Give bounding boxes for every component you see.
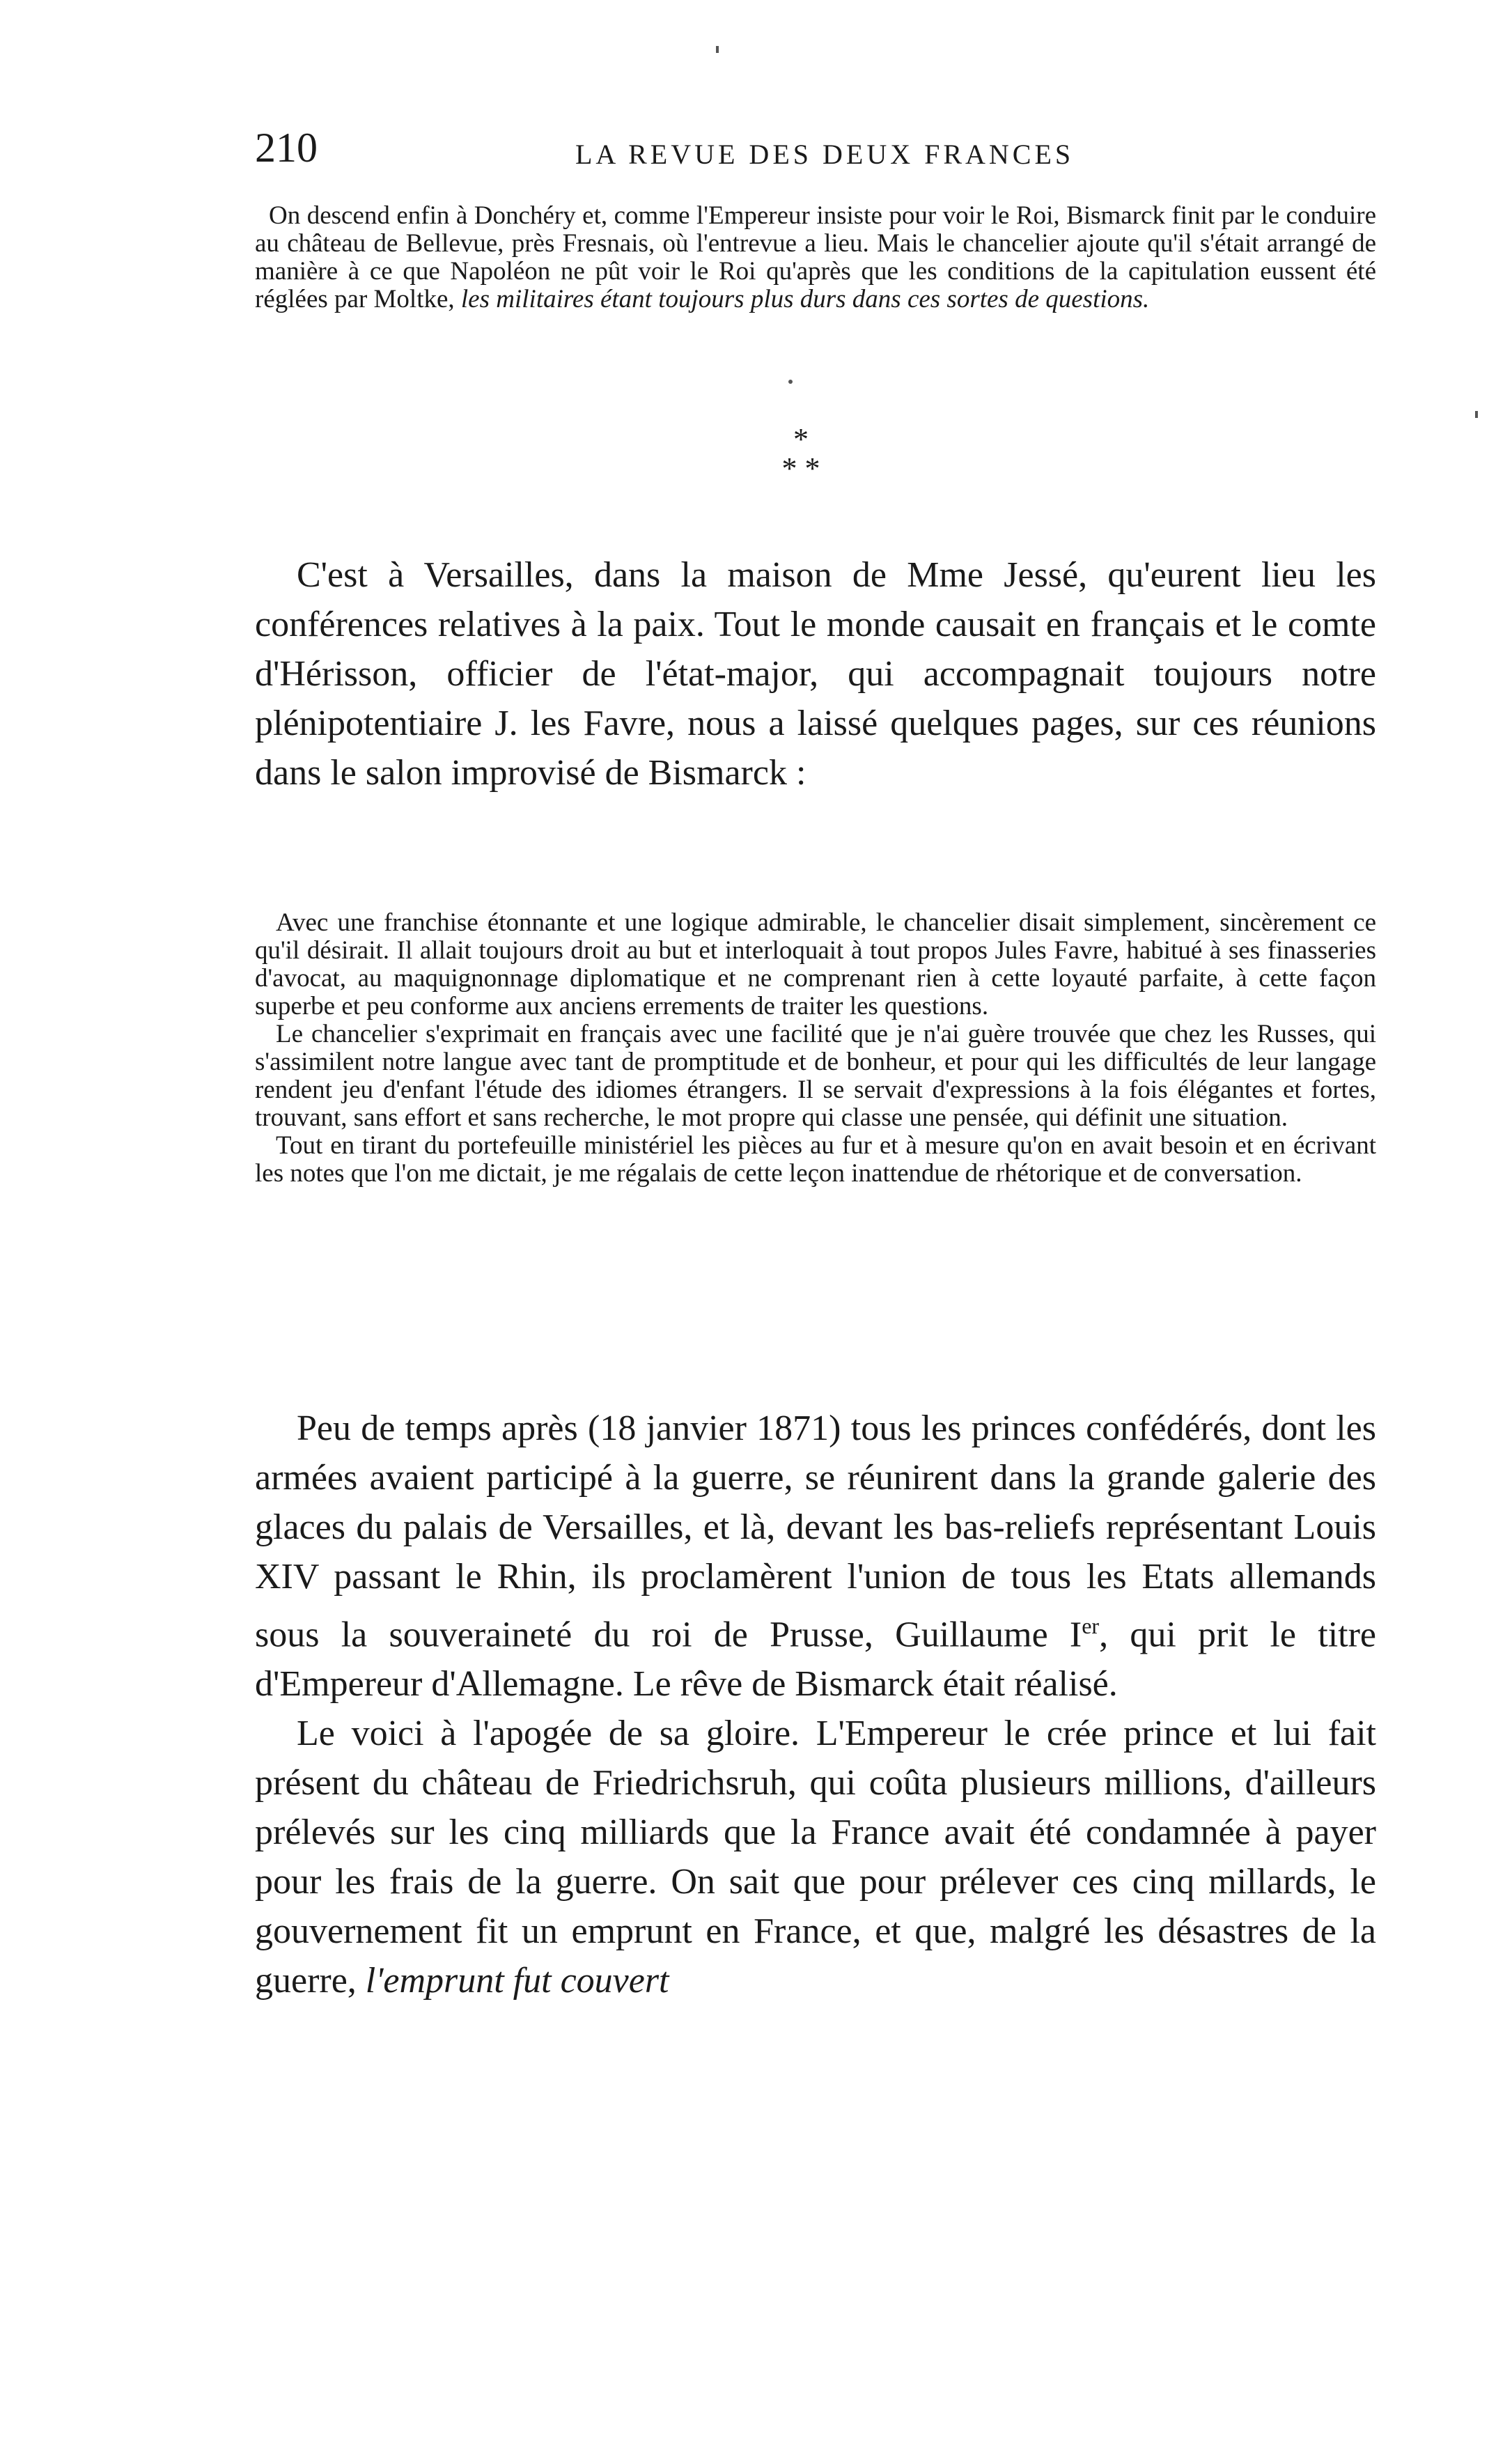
opening-text: On descend enfin à Donchéry et, comme l'Empereur insiste pour voir le Roi, Bismarck finit par le conduire au château de Bellevue, près Fresnais, où l'entrevue a lieu. Mais le chancelier ajoute qu'il s'était arrangé de manière à ce que Napoléon ne pût voir le Roi qu'après que les conditions de la capitulation eussent été réglées par Moltke,: [255, 201, 1376, 313]
ordinal-superscript: er: [1082, 1613, 1100, 1638]
separator-top-star: *: [793, 422, 809, 456]
separator-bottom-stars: * *: [781, 451, 820, 486]
apogee-paragraph: [255, 1709, 1376, 2005]
section-separator: [766, 422, 836, 486]
page-header: [255, 124, 1376, 180]
quote-paragraph-3: Tout en tirant du portefeuille ministériel les pièces au fur et à mesure qu'on en avait besoin et en écrivant les notes que l'on me dictait, je me régalais de cette leçon inattendue de rhétorique et de conversation.: [255, 1131, 1376, 1188]
page-number: 210: [255, 125, 318, 171]
versailles-paragraph: [255, 550, 1376, 798]
opening-paragraph: [255, 202, 1376, 313]
proclamation-text-a: Peu de temps après (18 janvier 1871) tous les princes confédérés, dont les armées avaient participé à la guerre, se réunirent dans la grande galerie des glaces du palais de Versailles, et là, devant les bas-reliefs représentant Louis XIV passant le Rhin, ils proclamèrent l'union de tous les Etats allemands sous la souveraineté du roi de Prusse, Guillaume I: [255, 1408, 1376, 1655]
apogee-italic: l'emprunt fut couvert: [365, 1961, 669, 2001]
versailles-text: C'est à Versailles, dans la maison de Mme Jessé, qu'eurent lieu les conférences relatives à la paix. Tout le monde causait en français et le comte d'Hérisson, officier de l'état-major, qui accompagnait toujours notre plénipotentiaire J. les Favre, nous a laissé quelques pages, sur ces réunions dans le salon improvisé de Bismarck :: [255, 555, 1376, 793]
opening-italic: les militaires étant toujours plus durs dans ces sortes de questions.: [460, 285, 1150, 313]
quote-paragraph-1: Avec une franchise étonnante et une logique admirable, le chancelier disait simplement, sincèrement ce qu'il désirait. Il allait toujours droit au but et interloquait à tout propos Jules Favre, habitué à ses finasseries d'avocat, au maquignonnage diplomatique et ne comprenant rien à cette loyauté parfaite, à cette façon superbe et peu conforme aux anciens errements de traiter les questions.: [255, 908, 1376, 1020]
print-speck: [716, 46, 719, 53]
apogee-text: Le voici à l'apogée de sa gloire. L'Empereur le crée prince et lui fait présent du château de Friedrichsruh, qui coûta plusieurs millions, d'ailleurs prélevés sur les cinq milliards que la France avait été condamnée à payer pour les frais de la guerre. On sait que pour prélever ces cinq millards, le gouvernement fit un emprunt en France, et que, malgré les désastres de la guerre,: [255, 1714, 1376, 2001]
print-speck: [1475, 411, 1478, 418]
quote-paragraph-2: Le chancelier s'exprimait en français avec une facilité que je n'ai guère trouvée que chez les Russes, qui s'assimilent notre langue avec tant de promptitude et de bonheur, et pour qui les difficultés de leur langage rendent jeu d'enfant l'étude des idiomes étrangers. Il se servait d'expressions à la fois élégantes et fortes, trouvant, sans effort et sans recherche, le mot propre qui classe une pensée, qui définit une situation.: [255, 1020, 1376, 1132]
proclamation-section: [255, 1404, 1376, 2005]
proclamation-paragraph: [255, 1404, 1376, 1709]
print-speck: [788, 380, 793, 384]
quoted-passage: [255, 909, 1376, 1188]
proclamation-text-b: , qui prit le titre d'Empereur d'Allemagne. Le rêve de Bismarck était réalisé.: [255, 1615, 1376, 1705]
running-title: LA REVUE DES DEUX FRANCES: [575, 139, 1075, 170]
